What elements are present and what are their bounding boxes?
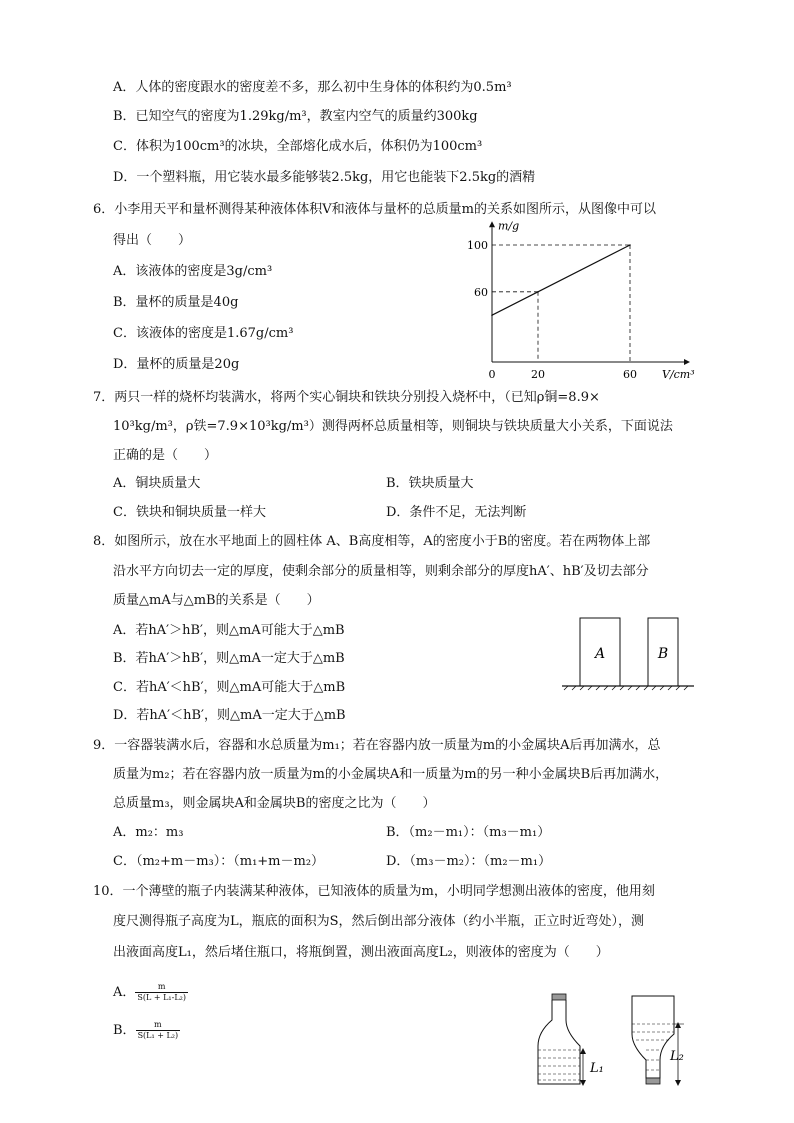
y-axis-label: m/g (498, 219, 520, 233)
label-l1: L₁ (590, 1061, 604, 1076)
q10-bottles-figure (528, 990, 708, 1090)
q8-option-d: D．若hA′＜hB′，则△mA一定大于△mB (113, 708, 346, 723)
data-point-1 (537, 291, 539, 293)
cylinder-b-label: B (657, 646, 669, 662)
q8-stem-line2: 沿水平方向切去一定的厚度，使剩余部分的质量相等，则剩余部分的厚度hA′、hB′及切去部分 (113, 564, 649, 579)
q5-option-d: D．一个塑料瓶，用它装水最多能够装2.5kg，用它也能装下2.5kg的酒精 (113, 170, 536, 185)
q6-mass-volume-chart (452, 212, 714, 388)
q8-stem-line3: 质量△mA与△mB的关系是（ ） (113, 593, 320, 608)
q9-option-b: B．（m₂－m₁）：（m₃－m₁） (386, 825, 551, 840)
inverted-bottle (632, 996, 684, 1086)
q7-option-d: D．条件不足，无法判断 (386, 505, 527, 520)
q8-option-c: C．若hA′＜hB′，则△mA可能大于△mB (113, 680, 346, 695)
data-point-0 (491, 314, 493, 316)
q8-cylinders-figure (558, 612, 698, 692)
q7-option-b: B．铁块质量大 (386, 476, 474, 491)
q7-option-c: C．铁块和铜块质量一样大 (113, 505, 266, 520)
q5-option-b: B．已知空气的密度为1.29kg/m³，教室内空气的质量约300kg (113, 109, 478, 124)
q10-option-b (113, 1020, 180, 1041)
q6-stem-line2: 得出（ ） (113, 233, 192, 248)
q10-option-a-denominator: S(L + L₁-L₂) (137, 993, 186, 1002)
q6-option-a: A．该液体的密度是3g/cm³ (113, 264, 273, 279)
q10-stem-line3: 出液面高度L₁，然后堵住瓶口，将瓶倒置，测出液面高度L₂，则液体的密度为（ ） (113, 945, 609, 960)
q10-option-b-fraction (136, 1020, 181, 1041)
q10-option-a-numerator: m (135, 982, 188, 993)
q7-stem-line1: 7．两只一样的烧杯均装满水，将两个实心铜块和铁块分别投入烧杯中，（已知ρ铜=8.9× (93, 390, 600, 405)
q9-option-d: D．（m₃－m₂）：（m₂－m₁） (386, 854, 552, 869)
q10-option-a-fraction (135, 982, 188, 1003)
series-line (492, 245, 630, 315)
x-axis-arrow (684, 359, 690, 365)
y-axis-arrow (489, 221, 495, 227)
q10-stem-line2: 度尺测得瓶子高度为L，瓶底的面积为S，然后倒出部分液体（约小半瓶，正立时近弯处），测 (113, 914, 645, 929)
q10-option-a (113, 982, 188, 1003)
q8-stem-line1: 8．如图所示，放在水平地面上的圆柱体 A、B高度相等，A的密度小于B的密度。若在两物体上部 (93, 534, 651, 549)
q7-option-a: A．铜块质量大 (113, 476, 201, 491)
x-tick-label-2: 60 (623, 368, 637, 381)
inverted-liquid (632, 1024, 674, 1070)
q10-option-b-numerator: m (136, 1020, 181, 1031)
q9-stem-line1: 9．一容器装满水后，容器和水总质量为m₁；若在容器内放一质量为m的小金属块A后再加满水，总 (93, 738, 661, 753)
q9-stem-line3: 总质量m₃，则金属块A和金属块B的密度之比为（ ） (113, 796, 436, 811)
y-tick-label-0: 60 (474, 285, 488, 299)
q10-option-b-label: B． (113, 1023, 136, 1038)
q8-option-a: A．若hA′＞hB′，则△mA可能大于△mB (113, 623, 345, 638)
q7-stem-line2: 10³kg/m³，ρ铁=7.9×10³kg/m³）测得两杯总质量相等，则铜块与铁块质量大小关系，下面说法 (113, 419, 673, 434)
q8-option-b: B．若hA′＞hB′，则△mA一定大于△mB (113, 651, 345, 666)
x-axis-label: V/cm³ (662, 368, 695, 381)
q6-option-b: B．量杯的质量是40g (113, 295, 239, 310)
q9-stem-line2: 质量为m₂；若在容器内放一质量为m的小金属块A和一质量为m的另一种小金属块B后再加满水， (113, 767, 669, 782)
q9-option-c: C．（m₂+m－m₃）：（m₁+m－m₂） (113, 854, 325, 869)
upright-liquid (538, 1050, 580, 1080)
q5-option-c: C．体积为100cm³的冰块，全部熔化成水后，体积仍为100cm³ (113, 139, 483, 154)
q5-option-a: A．人体的密度跟水的密度差不多，那么初中生身体的体积约为0.5m³ (113, 80, 512, 95)
data-point-2 (629, 244, 631, 246)
q6-option-c: C．该液体的密度是1.67g/cm³ (113, 326, 294, 341)
q7-stem-line3: 正确的是（ ） (113, 448, 218, 463)
q9-option-a: A．m₂：m₃ (113, 825, 184, 840)
q6-option-d: D．量杯的质量是20g (113, 357, 240, 372)
q10-stem-line1: 10．一个薄壁的瓶子内装满某种液体，已知液体的质量为m，小明同学想测出液体的密度，他用刻 (93, 884, 655, 899)
q6-stem-line1: 6．小李用天平和量杯测得某种液体体积V和液体与量杯的总质量m的关系如图所示，从图像中可以 (93, 202, 656, 217)
x-tick-label-1: 20 (531, 368, 545, 381)
label-l2: L₂ (670, 1049, 684, 1064)
q10-option-a-label: A． (113, 985, 136, 1000)
q10-option-b-denominator: S(L₁ + L₂) (137, 1031, 179, 1040)
cylinder-a-label: A (594, 646, 606, 662)
y-tick-label-1: 100 (467, 239, 488, 252)
x-tick-label-0: 0 (488, 368, 496, 381)
upright-bottle (538, 994, 604, 1086)
